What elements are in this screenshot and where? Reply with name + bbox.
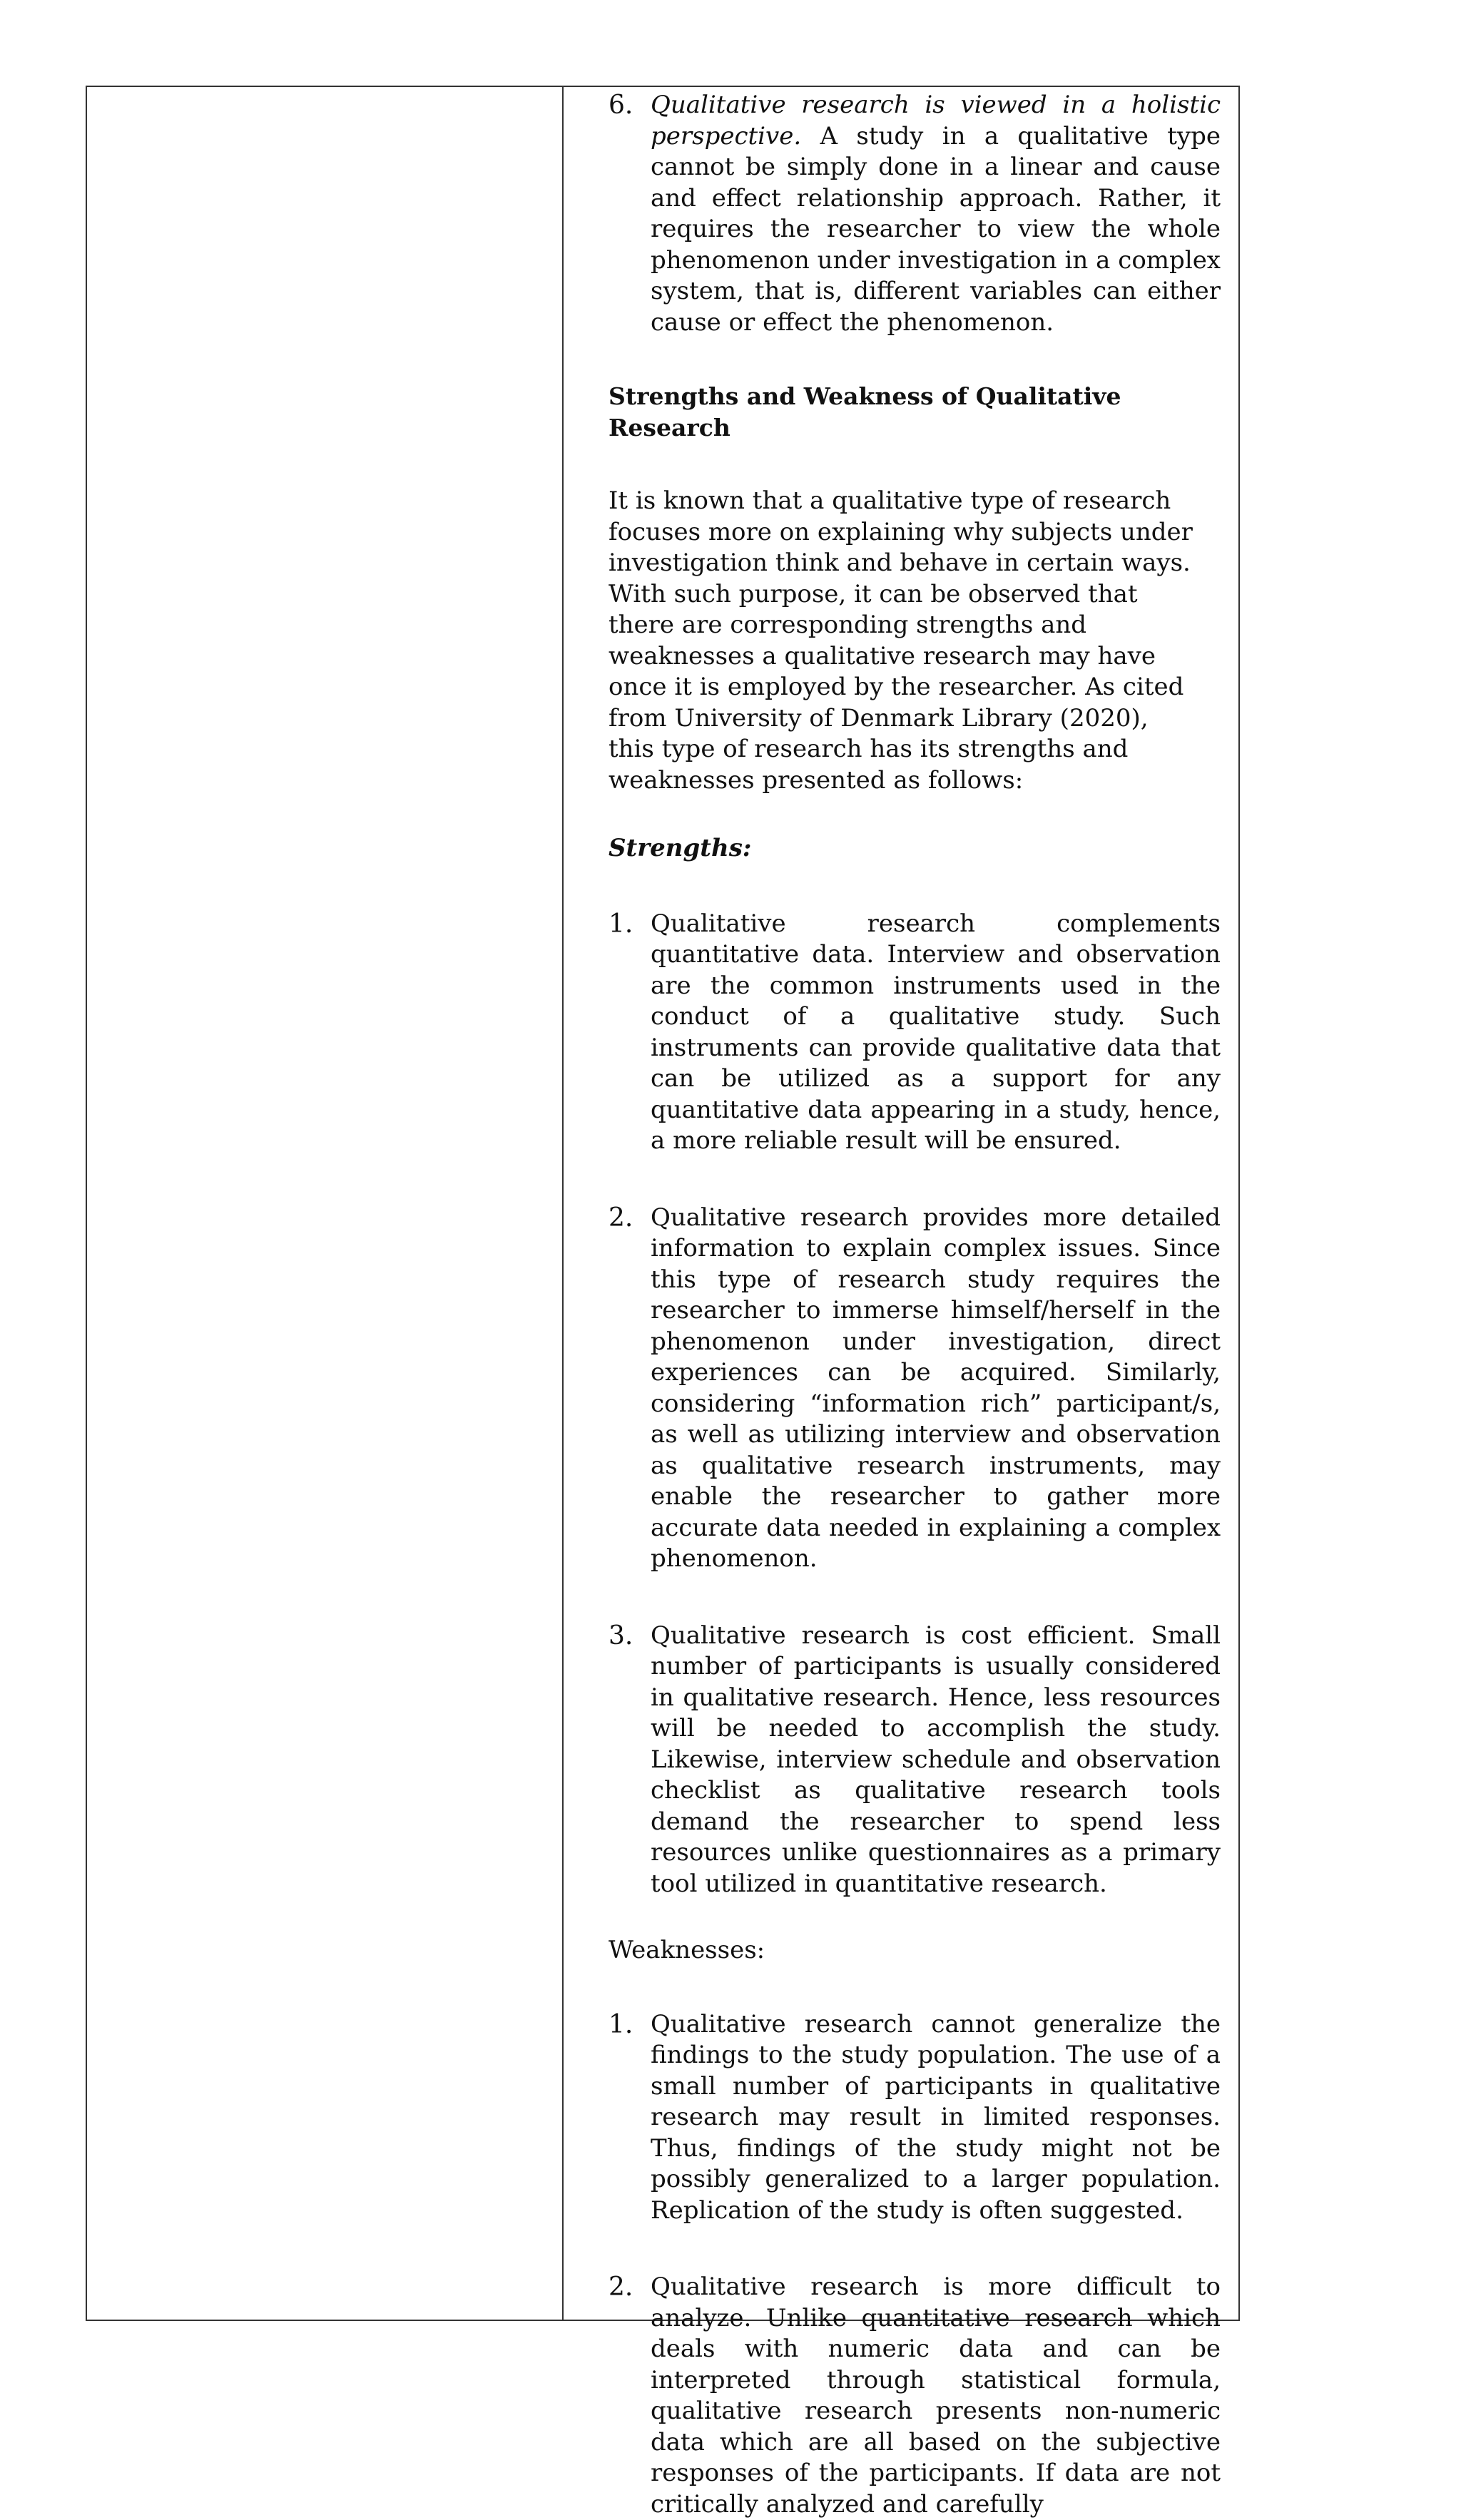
- list-item-text: Qualitative research provides more detailed information to explain complex issues. Since this type of research study requires the researcher to immerse himself/herself in the phenomenon under investigation, direct experiences can be acquired. Similarly, considering “information rich” participant/s, as well as utilizing interview and observation as qualitative research instruments, may enable the researcher to gather more accurate data needed in explaining a complex phenomenon.: [651, 1203, 1221, 1573]
- column-divider: [562, 87, 564, 2320]
- list-item-number: 2.: [609, 2272, 633, 2302]
- list-item-text: Qualitative research is more difficult to analyze. Unlike quantitative research which deals with numeric data and can be interpreted through statistical formula, qualitative research presents non-numeric data which are all based on the subjective responses of the participants. If data are not critically analyzed and carefully: [651, 2272, 1221, 2519]
- list-item-number: 3.: [609, 1621, 633, 1651]
- strength-item-2: [609, 1203, 1221, 1575]
- right-column-content: [609, 90, 1221, 2520]
- list-item-number: 1.: [609, 2009, 633, 2039]
- intro-paragraph: It is known that a qualitative type of research focuses more on explaining why subjects under investigation think and behave in certain ways. With such purpose, it can be observed that there are corresponding strengths and weaknesses a qualitative research may have once it is employed by the researcher. As cited from University of Denmark Library (2020), this type of research has its strengths and weaknesses presented as follows:: [609, 486, 1193, 795]
- weaknesses-label: Weaknesses:: [609, 1936, 765, 1964]
- list-item-lead: Qualitative research is viewed in a holistic perspective.: [651, 91, 1221, 151]
- list-item-text: Qualitative research complements quantitative data. Interview and observation are the common instruments used in the conduct of a qualitative study. Such instruments can provide qualitative data that can be utilized as a support for any quantitative data appearing in a study, hence, a more reliable result will be ensured.: [651, 909, 1221, 1155]
- list-item-body: A study in a qualitative type cannot be simply done in a linear and cause and effect relationship approach. Rather, it requires the researcher to view the whole phenomenon under investigation in a complex system, that is, different variables can either cause or effect the phenomenon.: [651, 121, 1221, 337]
- list-item-text: [651, 90, 1221, 338]
- list-item-number: 1.: [609, 909, 633, 939]
- left-column-cell: [87, 87, 562, 2320]
- weakness-item-2: [609, 2272, 1221, 2520]
- list-item-number: 2.: [609, 1203, 633, 1233]
- strength-item-1: [609, 909, 1221, 1157]
- weakness-item-1: [609, 2009, 1221, 2227]
- list-item-number: 6.: [609, 91, 633, 120]
- list-item-text: Qualitative research is cost efficient. Small number of participants is usually considered in qualitative research. Hence, less resources will be needed to accomplish the study. Likewise, interview schedule and observation checklist as qualitative research tools demand the researcher to spend less resources unlike questionnaires as a primary tool utilized in quantitative research.: [651, 1621, 1221, 1898]
- list-item-6: [609, 90, 1221, 338]
- strengths-label: Strengths:: [609, 834, 752, 862]
- section-heading: Strengths and Weakness of Qualitative Research: [609, 382, 1121, 442]
- strength-item-3: [609, 1621, 1221, 1900]
- list-item-text: Qualitative research cannot generalize the findings to the study population. The use of a small number of participants in qualitative research may result in limited responses. Thus, findings of the study might not be possibly generalized to a larger population. Replication of the study is often suggested.: [651, 2009, 1221, 2225]
